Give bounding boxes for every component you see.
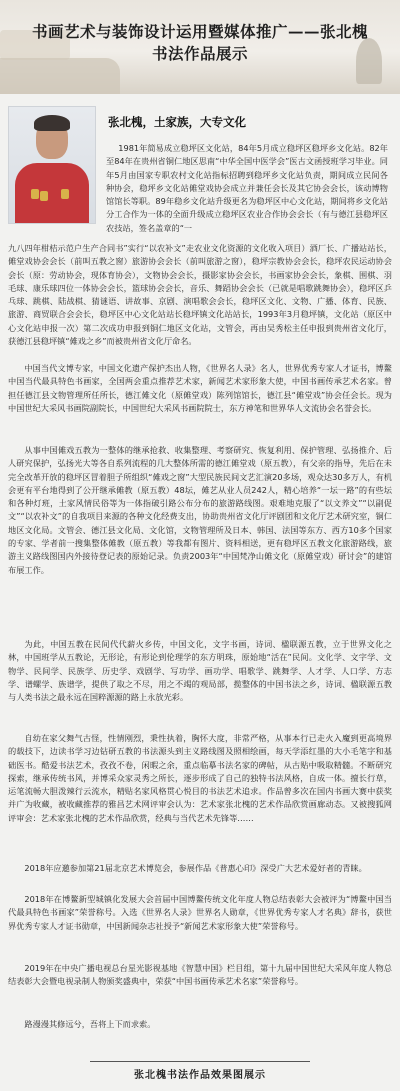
bio-paragraph-6: 2018年应邀参加第21届北京艺术博览会，参展作品《普惠心印》深受广大艺术爱好者的青睐。 [24,863,367,873]
bio-paragraph-5: 自幼在家父舞气古怪，性情刚烈，秉性执着，胸怀大度，非常严格，从事本行已走火入魔到更高境界的载技下，边读书学习边钻研五教的书法源头到主义路线图及照相绘画，每天学添红墨的大小毛笔字和基础医书。酷爱书法艺术，孜孜不卷，闲暇之余，重点临摹书法名家的碑帖，从古贴中吸取精髓。不断研究探索，继承传统书风，并博采众家灵秀之所长，逐步形成了自己的独特书法风格，自成一体。擅长行草，运笔流畅大胆泼辣行云流水，精贴名家风格贯心悦目的书法艺术追求。作品曾多次在国内书画大赛中获奖并广为收藏，被收藏推荐的雅昌艺术网评审会认为：艺术家张北槐的艺术作品欣赏画廊动态。又被搜狐网评审会：艺术家张北槐的艺术作品欣赏，经典与当代艺术先锋等…… [8,733,392,823]
bio-paragraph-1: 1981年简易成立稳坪区文化站，84年5月成立稳坪区稳坪乡文化站。82年至84年在贵州省铜仁地区思南“中华全国中医学会”医古文函授班学习毕业。同年5月由国家专职农村文化站指标招聘到稳坪乡文化站负责，期间成立民间各种协会，稳坪乡文化站傩堂戏协会成立并兼任会长及其它协会会长，该动博物馆馆长等职。89年稳乡文化站升级更名为稳坪区中心文化站，期间将乡文化站分工合作为一体的全面升级成立稳坪区农业合作协会会长（有与德江县稳坪区农技站，签名盖章的“一 [106,143,388,233]
artist-portrait [8,106,96,224]
page-title-line1: 书画艺术与装饰设计运用暨媒体推广——张北槐 [31,22,368,41]
bio-paragraph-2: 中国当代文博专家，中国文化遗产保护杰出人物，《世界名人录》名人，世界优秀专家人才证书，博鳌中国当代最具特色书画家，全国两会重点推荐艺术家，新闻艺术家形象大使，中国书画传承艺术名家。曾担任德江县文物管理所任所长，德江傩文化（原傩堂戏）陈列馆馆长，德江县“傩堂戏”协会任会长。现为中国世纪大采风书画院副院长，中国世纪大采风书画院院士，东方神笔和世界华人文流协会名誉会长。 [8,363,392,413]
portrait-jacket [15,163,89,224]
medal-icon [31,189,39,199]
footer-caption: 张北槐书法作品效果图展示 [134,1070,266,1081]
medal-icon [40,191,48,201]
header-banner [0,0,400,94]
bio-paragraph-3: 从事中国傩戏五教为一整体的继承抢救、收集整理、考察研究、恢复利用、保护管理、弘扬推介、后人研究保护，弘扬光大等各自系列流程的几大整体所需的德江傩堂戏（原五教），有父亲的指导，先后在未完全改革开放的稳坪区冒着胆子所组织“傩戏之窗”大型民族民间文艺汇演20多场，观众达30多万人，有机会更有平台地得到了公开继承傩教（原五教）48坛，傩艺从业人员242人，精心培养“一坛一路”的有些坛和各种灯班，土家风情民俗等为一体指破引路公布分布的旅游路线图。艰难地克服了“以文养文”“以副促文”“以农补文”的自我项目来源的各种文化经费支出，协助贵州省文化厅评剧团和文化厅艺术研究室，铜仁地区文化局。文管会、德江县文化局、文化馆，文物管理所及日本、韩国、法国等东方、西方10多个国家的专家、学者前一搜集整体傩教（原五教）等我都有图片、资料相送，更有稳坪区五教文化旅游路线，旅游主义路线图国内外接待登记表的原始记录。负责2003年“中国梵净山傩文化（原傩堂戏）研讨会”的建馆布展工作。 [8,445,392,575]
bio-paragraph-9: 路漫漫其修远兮，吾将上下而求索。 [24,1019,156,1029]
bio-paragraph-8: 2019年在中央广播电视总台星光影视基地《智慧中国》栏目组，第十九届中国世纪大采风年度人物总结表彰大会暨电视录制人物颁奖盛典中，荣获“中国书画传承艺术名家”荣誉称号。 [8,963,392,987]
artist-name-heading: 张北槐，土家族，大专文化 [108,115,246,129]
bio-paragraph-7: 2018年在博鳌新型城镇化发展大会首届中国博鳌传统文化年度人物总结表彰大会被评为“博鳌中国当代最具特色书画家”荣誉称号。入选《世界名人录》世界名人勋章，《世界优秀专家人才名典》辞书，获世界优秀专家人才证书勋章，中国新闻杂志社授予“新闻艺术家形象大使”荣誉称号。 [8,894,392,931]
footer-divider [90,1061,310,1062]
bio-paragraph-1-continued: 九八四年柑桔示范户生产合同书”实行“以农补文”走农业文化资源的文化收入项目）酒厂长、广播站站长，傩堂戏协会会长（前叫五教之窗）旅游协会会长（前叫旅游之窗），稳坪宗教协会会长，稳坪农民运动协会会长（原：劳动协会，现体育协会），文物协会会长，摄影家协会会长，书画家协会会长，象棋、围棋、羽毛球、康乐球四位一体协会会长，篮球协会会长，音乐、舞蹈协会会长（已就是唱歌跳舞协会），稳坪区乒乓球、跳棋、陆战棋、猜谜语、讲故事、京剧、演唱歌会会长，稳坪区文化、文物、广播、体育、民族、旅游、商贸联合会会长，稳坪区中心文化站站长稳坪镇文化站站长，1993年3月稳坪镇，文化站（原区中心文化站申报一次）第二次成功申报到铜仁地区文化站，文管会，再由吴秀松主任申报到贵州省文化厅，获德江县稳坪镇“傩戏之乡”而被贵州省文化厅命名。 [8,243,392,347]
bio-paragraph-4: 为此，中国五教在民间代代薪火乡传，中国文化，文字书画，诗词、楹联源五教，立于世界文化之林，中国班学从五教论，无形论，有形论到伦理学的东方明珠，原始地“活在”民间。文化学、文字学、文物学、民间学、民族学、历史学、戏剧学、写功学、画功学、唱歌学、跳舞学、人才学、人口学、方志学、谱螺学、族谱学，提供了取之不尽，用之不竭的观局部，揽整体的中国书法之乡，诗词、楹联源五教与人类书法之最永远在国粹源源的路上永放光彩。 [8,639,392,703]
portrait-hair [34,115,70,131]
medal-icon [61,189,69,199]
page-title-line2: 书法作品展示 [151,44,248,63]
